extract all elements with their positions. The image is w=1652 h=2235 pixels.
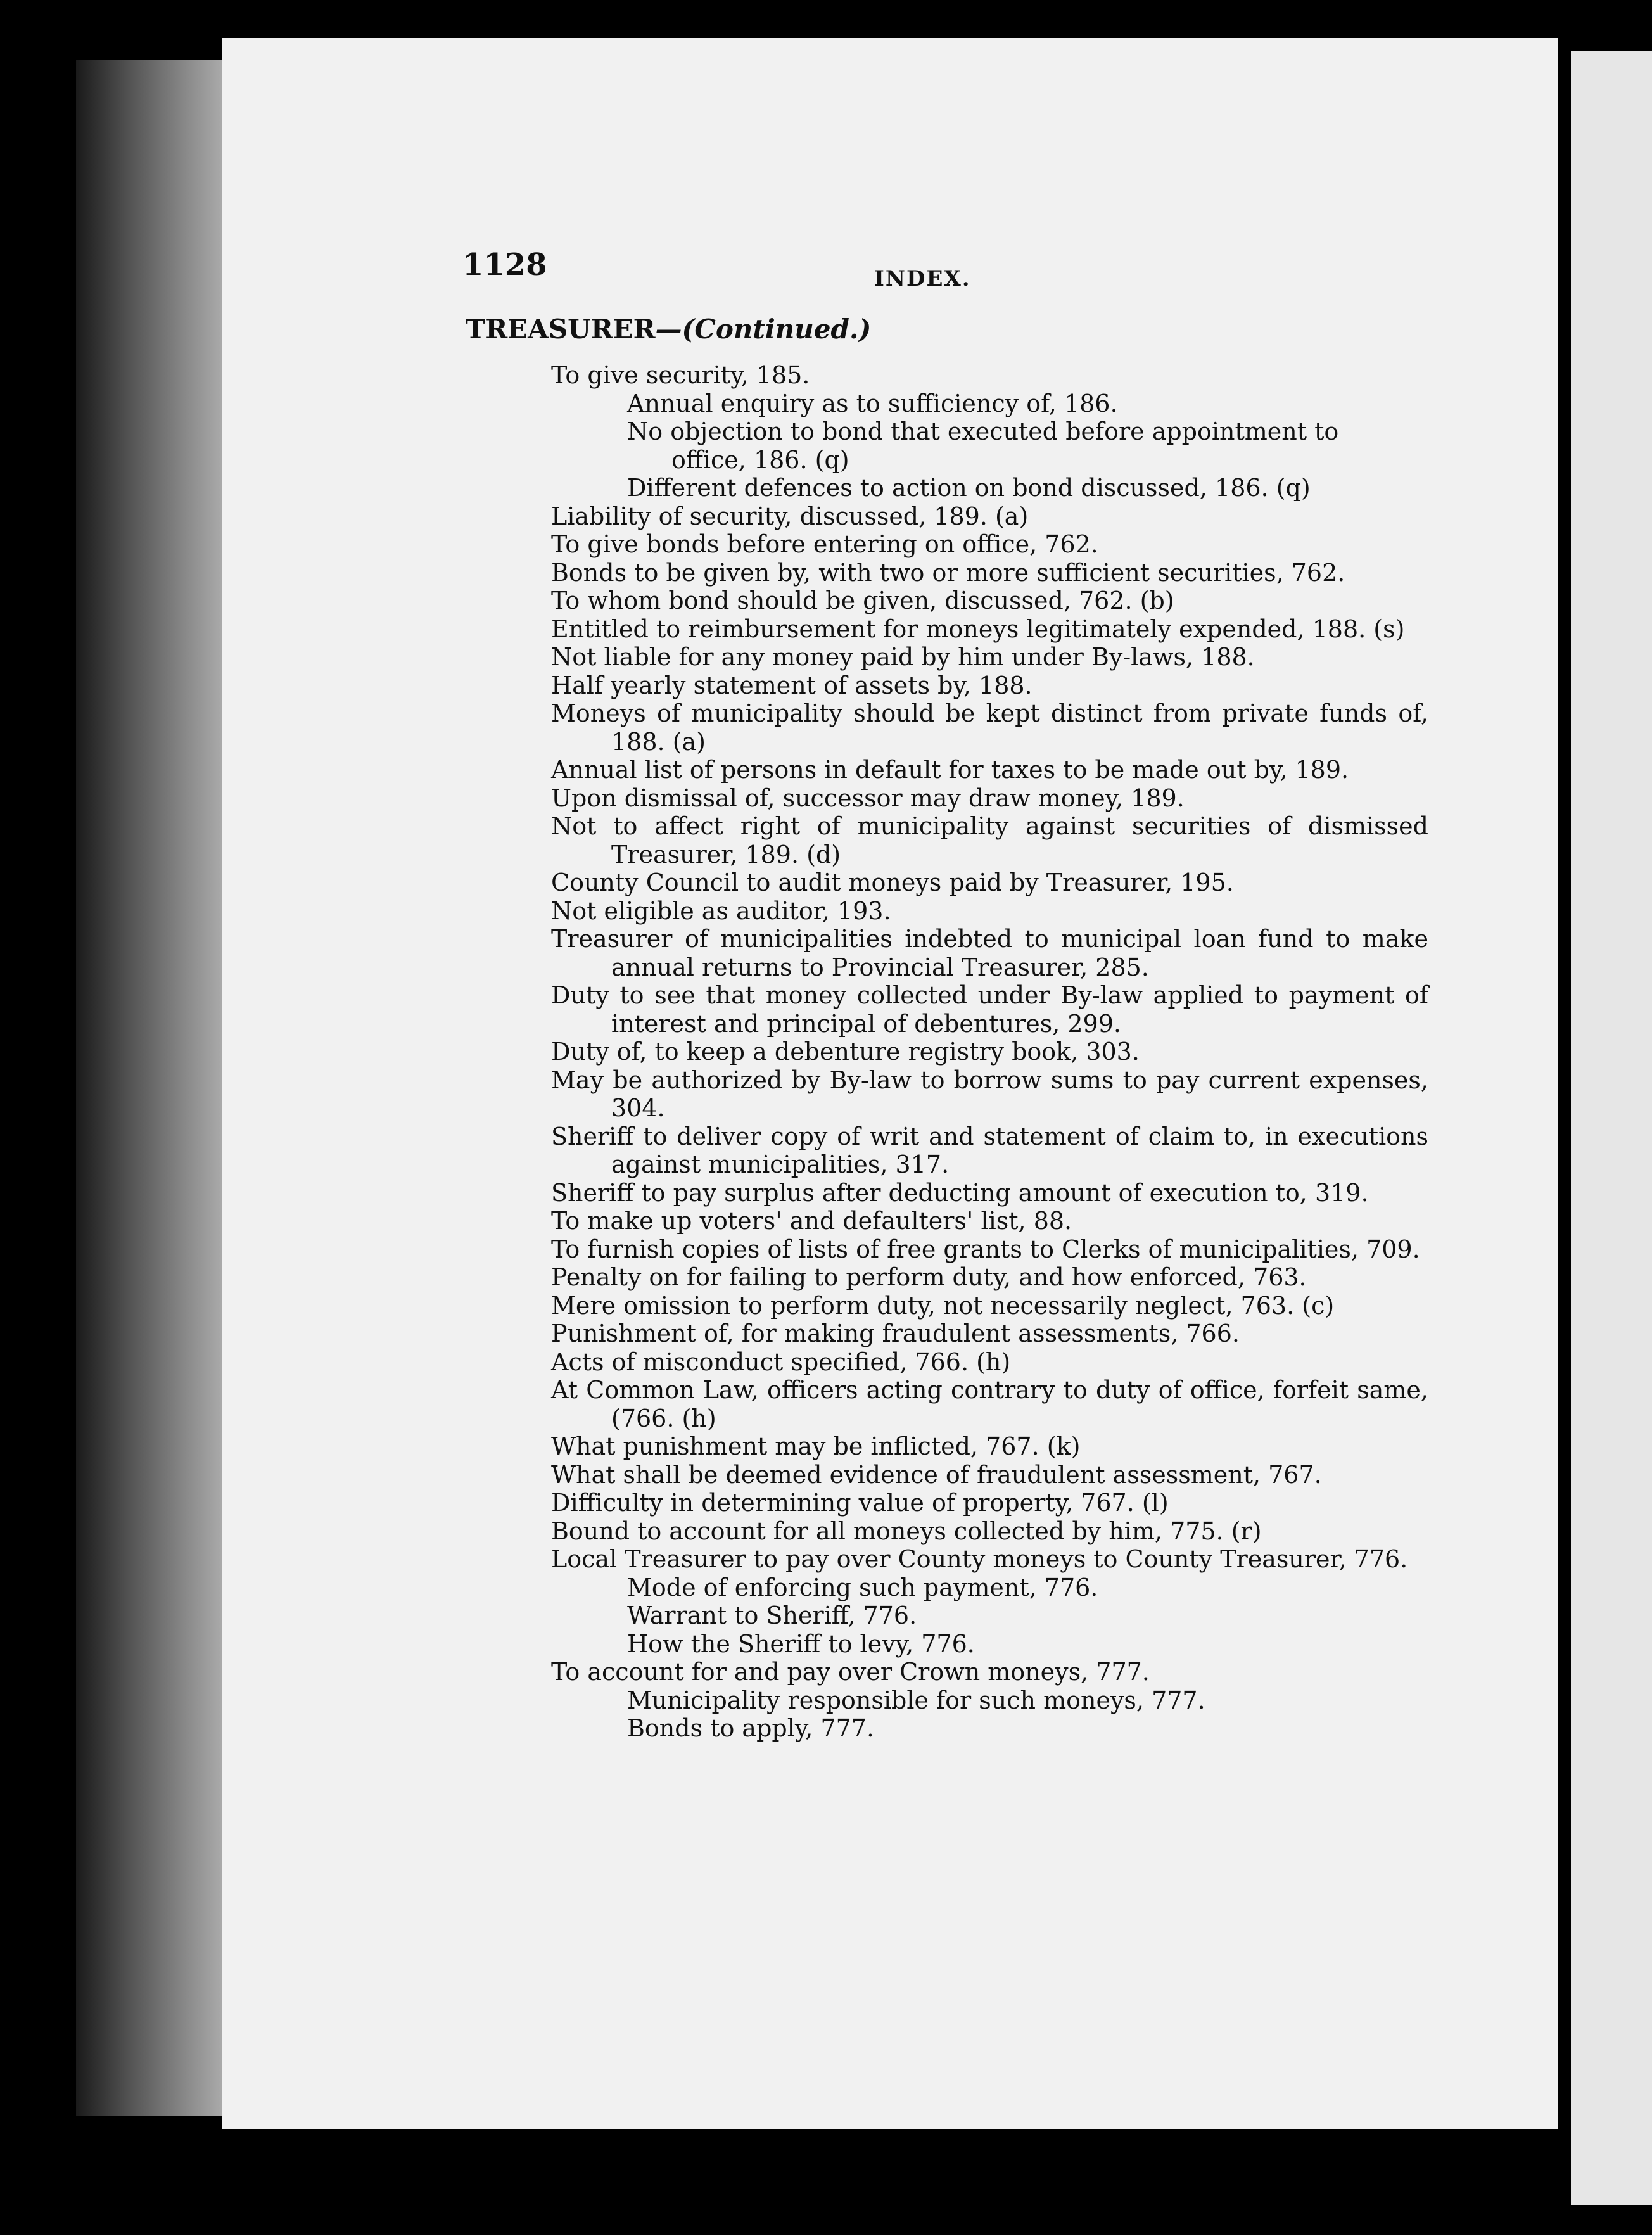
- index-entry: Mode of enforcing such payment, 776.: [627, 1573, 1098, 1601]
- index-entry: Bonds to be given by, with two or more sufficient securities, 762.: [551, 558, 1345, 587]
- index-entry: May be authorized by By-law to borrow sums to pay current expenses, 304.: [551, 1066, 1428, 1122]
- index-entry: Mere omission to perform duty, not necessarily neglect, 763. (c): [551, 1291, 1335, 1320]
- index-entry: Warrant to Sheriff, 776.: [627, 1601, 917, 1629]
- index-entry: Local Treasurer to pay over County moneys to County Treasurer, 776.: [551, 1545, 1408, 1573]
- index-entry: County Council to audit moneys paid by Treasurer, 195.: [551, 869, 1234, 896]
- index-entry: At Common Law, officers acting contrary to duty of office, forfeit same, (766. (h): [551, 1376, 1428, 1432]
- heading-continued: —(Continued.): [655, 314, 872, 345]
- index-entry: Moneys of municipality should be kept distinct from private funds of, 188. (a): [551, 699, 1428, 756]
- heading-main: TREASURER: [466, 314, 656, 345]
- facing-page-edge: [1571, 51, 1652, 2205]
- index-entry: Duty of, to keep a debenture registry book, 303.: [551, 1038, 1140, 1066]
- page-number: 1128: [462, 247, 547, 283]
- index-entry: Different defences to action on bond discussed, 186. (q): [627, 474, 1311, 502]
- index-entry: Upon dismissal of, successor may draw money, 189.: [551, 784, 1185, 812]
- index-entry: No objection to bond that executed before appointment to office, 186. (q): [627, 417, 1339, 474]
- index-entry: Bound to account for all moneys collected by him, 775. (r): [551, 1517, 1262, 1545]
- index-entry: Liability of security, discussed, 189. (a): [551, 502, 1029, 530]
- index-entry: Not eligible as auditor, 193.: [551, 896, 891, 925]
- index-entry: Treasurer of municipalities indebted to municipal loan fund to make annual returns to Provincial Treasurer, 285.: [551, 925, 1428, 981]
- index-entry: To furnish copies of lists of free grants to Clerks of municipalities, 709.: [551, 1235, 1420, 1263]
- index-entry: Entitled to reimbursement for moneys legitimately expended, 188. (s): [551, 614, 1405, 643]
- index-entry: Bonds to apply, 777.: [627, 1714, 875, 1742]
- index-entry: Not liable for any money paid by him under By-laws, 188.: [551, 643, 1255, 671]
- index-entry: Acts of misconduct specified, 766. (h): [551, 1347, 1011, 1376]
- index-heading: [466, 314, 871, 345]
- index-entry: What shall be deemed evidence of fraudulent assessment, 767.: [551, 1460, 1322, 1489]
- index-entry: To give security, 185.: [551, 361, 810, 389]
- index-entry: How the Sheriff to levy, 776.: [627, 1629, 975, 1658]
- index-entry: To account for and pay over Crown moneys, 777.: [551, 1658, 1150, 1686]
- index-entry: Municipality responsible for such moneys, 777.: [627, 1686, 1205, 1714]
- index-entry: Difficulty in determining value of property, 767. (l): [551, 1489, 1169, 1517]
- index-entry: Half yearly statement of assets by, 188.: [551, 671, 1032, 699]
- index-entry: To whom bond should be given, discussed, 762. (b): [551, 587, 1174, 614]
- index-entry: Punishment of, for making fraudulent assessments, 766.: [551, 1320, 1240, 1347]
- running-head: INDEX.: [874, 266, 971, 291]
- index-entry: What punishment may be inflicted, 767. (k): [551, 1432, 1081, 1460]
- index-entry: To make up voters' and defaulters' list, 88.: [551, 1207, 1072, 1235]
- index-entry: Sheriff to deliver copy of writ and statement of claim to, in executions against municipalities, 317.: [551, 1122, 1428, 1178]
- index-entry: Annual enquiry as to sufficiency of, 186.: [627, 389, 1118, 417]
- index-entry: Duty to see that money collected under By-law applied to payment of interest and principal of debentures, 299.: [551, 981, 1428, 1038]
- index-entry: To give bonds before entering on office, 762.: [551, 530, 1098, 558]
- index-entry: Sheriff to pay surplus after deducting amount of execution to, 319.: [551, 1178, 1369, 1207]
- index-entry: Not to affect right of municipality against securities of dismissed Treasurer, 189. (d): [551, 812, 1428, 869]
- index-entry: Penalty on for failing to perform duty, and how enforced, 763.: [551, 1263, 1307, 1291]
- index-entries: [0, 361, 1428, 1743]
- index-entry: Annual list of persons in default for taxes to be made out by, 189.: [551, 756, 1349, 784]
